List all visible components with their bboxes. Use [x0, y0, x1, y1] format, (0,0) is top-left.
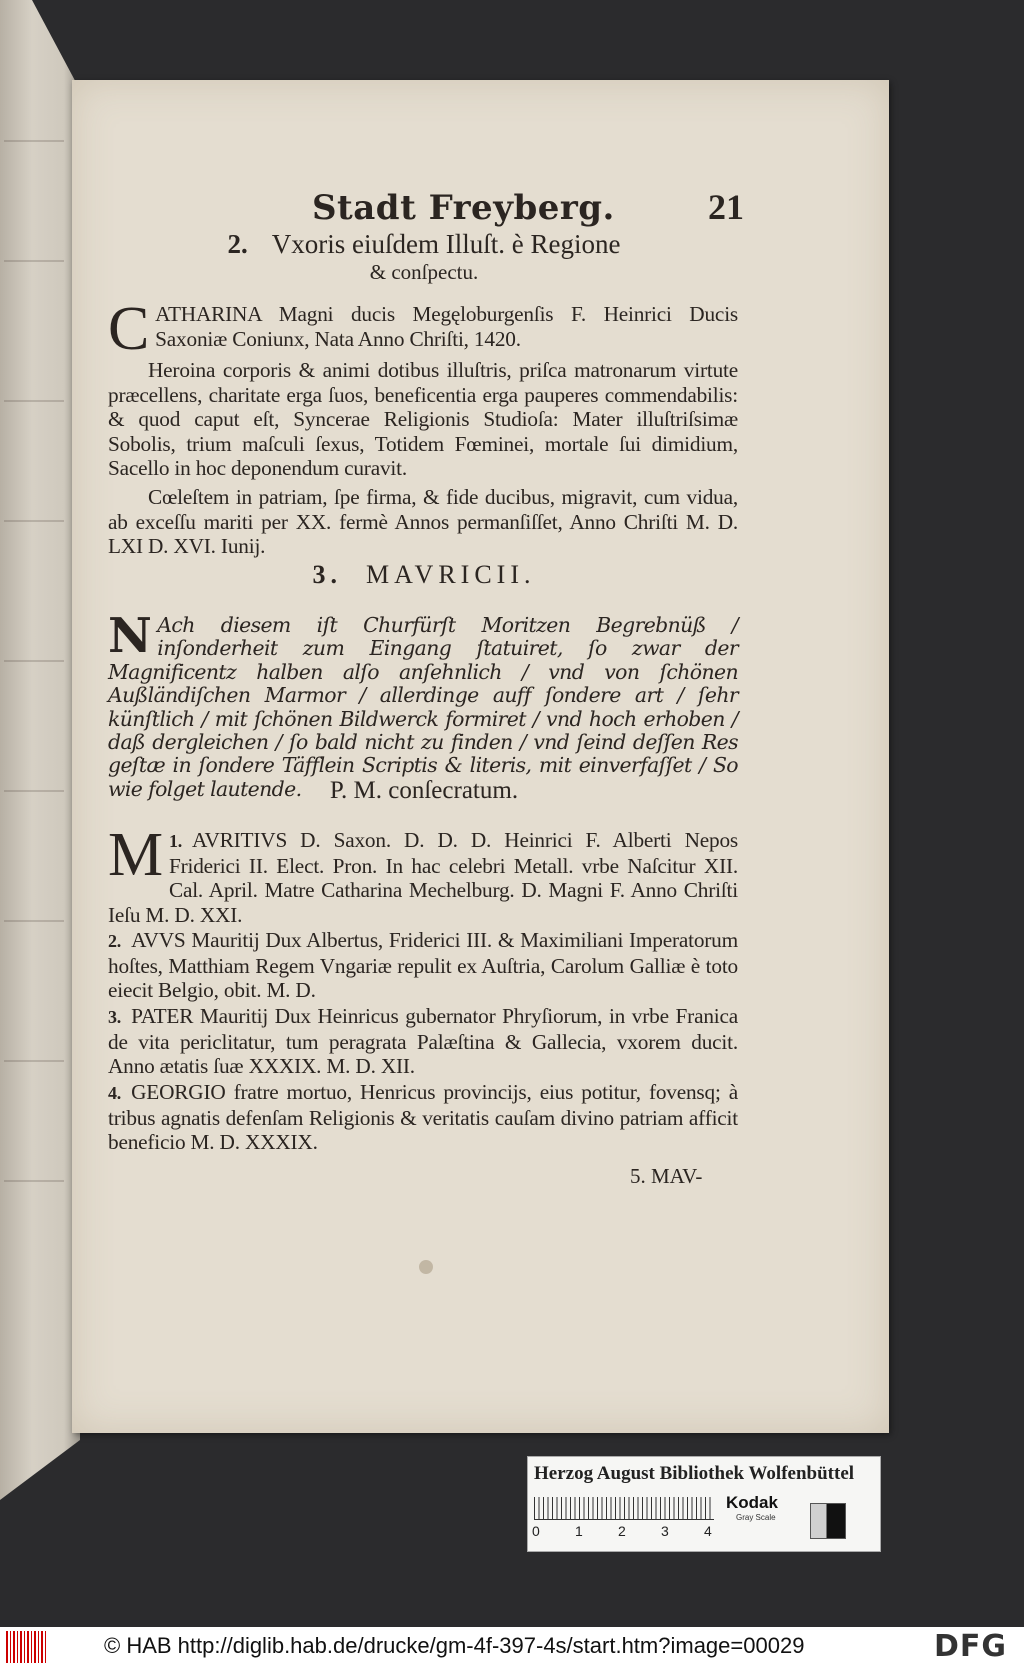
library-name: Herzog August Bibliothek Wolfenbüttel — [534, 1463, 855, 1484]
gray-scale-label: Gray Scale — [736, 1513, 776, 1522]
ruler — [534, 1497, 714, 1520]
section-title-line1: Vxoris eiuſdem Illuſt. è Regione — [271, 229, 621, 259]
kodak-logo: Kodak — [726, 1493, 778, 1512]
page-number: 21 — [708, 187, 744, 227]
ruler-label: 1 — [575, 1523, 583, 1539]
consecration-heading: P. M. conſecratum. — [329, 777, 519, 804]
paragraph-text: ATHARINA Magni ducis Megęloburgenſis F. Heinrici Ducis Saxoniæ Coniunx, Nata Anno Chriſti, 1420. — [155, 302, 738, 351]
drop-cap: M — [108, 821, 163, 889]
running-head: Stadt Freyberg. — [312, 188, 615, 228]
item-number: 1. — [168, 831, 183, 851]
ornament-dot — [419, 1260, 433, 1274]
item-number: 2. — [108, 931, 122, 951]
footer-credit-link[interactable]: © HAB http://diglib.hab.de/drucke/gm-4f-397-4s/start.htm?image=00029 — [104, 1633, 805, 1658]
item-number: 3. — [108, 1007, 122, 1027]
ruler-label: 3 — [661, 1523, 669, 1539]
color-scale-card — [527, 1456, 881, 1552]
item-number: 4. — [108, 1083, 122, 1103]
fraktur-paragraph — [108, 608, 738, 801]
item-text: AVVS Mauritij Dux Albertus, Friderici III. & Maximiliani Imperatorum hoſtes, Matthiam Regem Vngariæ repulit ex Auſtria, Carolum Galliæ è toto eiecit Belgio, obit. M. D. — [108, 928, 738, 1003]
ruler-label: 4 — [704, 1523, 712, 1539]
section-number: 2. — [227, 229, 248, 259]
footer-bar — [0, 1627, 1024, 1667]
item-text: AVRITIVS D. Saxon. D. D. D. Heinrici F. Alberti Nepos Friderici II. Elect. Pron. In hac celebri Metall. vrbe Naſcitur XII. Cal. April. Matre Catharina Mechelburg. D. Magni F. Anno Chriſti Ieſu M. D. XXI. — [108, 828, 738, 927]
paragraph-text: Ach diesem iſt Churfürſt Moritzen Begrebnüß / inſonderheit zum Eingang ſtatuiret, ſo zwar der Magnificentz halben alſo anſehnlich / vnd von ſchönen Außländiſchen Marmor / allerdinge auff ſondere art / ſehr künſtlich / mit ſchönen Bildwerck formiret / vnd hoch erhoben / daß dergleichen / ſo bald nicht zu finden / vnd ſeind deſſen Res geſtæ in ſondere Täfflein Scriptis & literis, mit einverfaſſet / So wie folget lautende. — [108, 613, 738, 801]
catchword: 5. MAV- — [630, 1164, 703, 1188]
paragraph — [108, 295, 738, 363]
book-page — [72, 80, 889, 1433]
ruler-label: 2 — [618, 1523, 626, 1539]
section-2-subtitle: & conſpectu. — [369, 260, 479, 284]
list-item — [108, 1080, 738, 1155]
list-item — [108, 928, 738, 1003]
dfg-logo: DFG — [934, 1629, 1008, 1664]
ruler-label: 0 — [532, 1523, 540, 1539]
list-item — [108, 821, 738, 927]
drop-cap: N — [108, 608, 152, 664]
section-number: 3. — [312, 560, 342, 589]
paragraph: Heroina corporis & animi dotibus illuſtris, priſca matronarum virtute præcellens, charitate erga ſuos, beneficentia erga pauperes commendabilis: & quod caput eſt, Syncerae Religionis Studioſa: Mater illuſtriſsimæ Sobolis, trium maſculi ſexus, Totidem Fœminei, mortale ſui dimidium, Sacello in hoc deponendum curavit. — [108, 358, 738, 481]
previous-page-edge — [0, 0, 80, 1500]
section-2-title — [104, 230, 744, 259]
gray-patch — [810, 1503, 846, 1539]
barcode-icon — [6, 1631, 46, 1663]
section-3-title — [104, 560, 744, 589]
item-text: GEORGIO fratre mortuo, Henricus provincijs, eius potitur, fovensq; à tribus agnatis defenſam Religionis & veritatis cauſam divino patriam afficit beneficio M. D. XXXIX. — [108, 1080, 738, 1155]
paragraph: Cœleſtem in patriam, ſpe firma, & fide ducibus, migravit, cum vidua, ab exceſſu mariti per XX. fermè Annos permanſiſſet, Anno Chriſti M. D. LXI D. XVI. Iunij. — [108, 485, 738, 559]
list-item — [108, 1004, 738, 1079]
section-title-text: MAVRICII. — [366, 560, 536, 589]
drop-cap: C — [108, 295, 150, 363]
item-text: PATER Mauritij Dux Heinricus gubernator Phryſiorum, in vrbe Franica de vita periclitatur, tum peragrata Palæſtina & Gallecia, vxorem ducit. Anno ætatis ſuæ XXXIX. M. D. XII. — [108, 1004, 738, 1079]
